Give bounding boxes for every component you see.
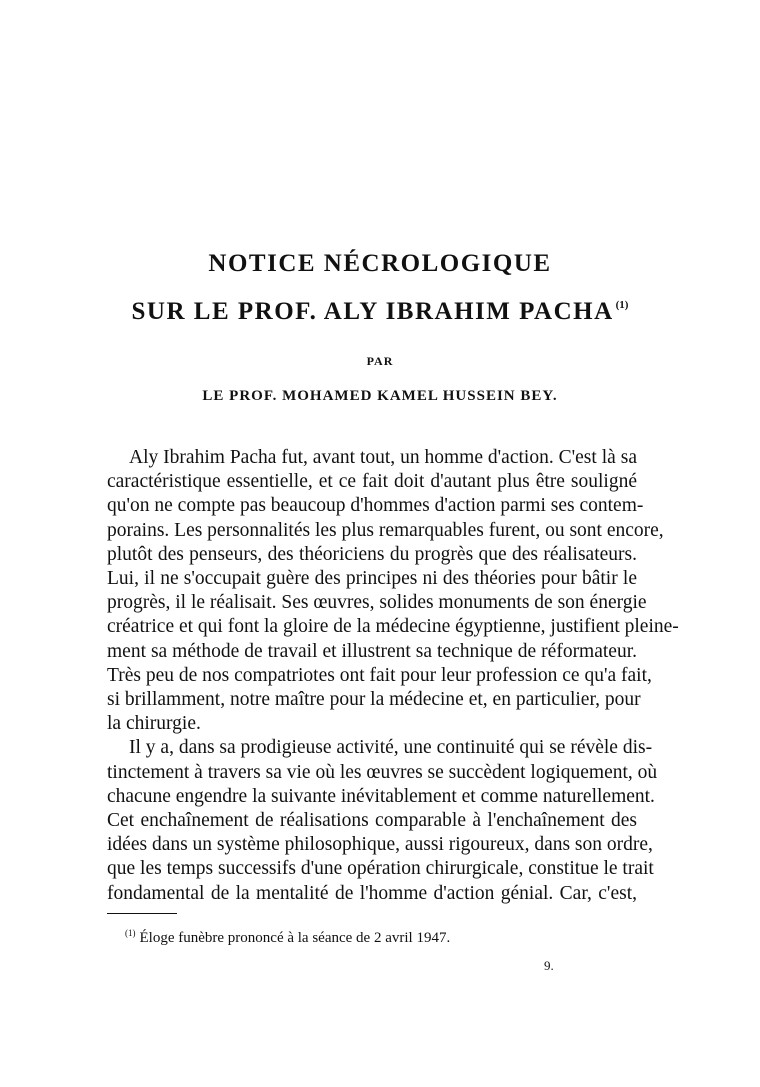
text-line: Aly Ibrahim Pacha fut, avant tout, un homme d'action. C'est là sa — [129, 447, 637, 468]
footnote — [125, 928, 450, 947]
title-line-2 — [0, 298, 760, 326]
paragraph-1 — [107, 446, 679, 736]
text-line: la chirurgie. — [107, 713, 201, 735]
author-line: LE PROF. MOHAMED KAMEL HUSSEIN BEY. — [202, 388, 558, 404]
text-line: que les temps successifs d'une opération chirurgicale, constitue le trait — [107, 858, 654, 880]
footnote-text: Éloge funèbre prononcé à la séance de 2 avril 1947. — [139, 930, 451, 946]
footnote-divider — [107, 913, 177, 914]
text-line: créatrice et qui font la gloire de la médecine égyptienne, justifient pleine- — [107, 616, 679, 638]
text-line: tinctement à travers sa vie où les œuvres se succèdent logiquement, où — [107, 761, 658, 783]
text-line: qu'on ne compte pas beaucoup d'hommes d'action parmi ses contem- — [107, 495, 644, 517]
text-line: Très peu de nos compatriotes ont fait pour leur profession ce qu'a fait, — [107, 664, 652, 686]
text-line: Lui, il ne s'occupait guère des principes ni des théories pour bâtir le — [107, 568, 637, 590]
footnote-reference[interactable]: (1) — [615, 299, 629, 311]
text-line: progrès, il le réalisait. Ses œuvres, solides monuments de son énergie — [107, 592, 647, 614]
by-label: PAR — [366, 354, 394, 368]
footnote-mark: (1) — [125, 928, 136, 938]
title-line-2-text: SUR LE PROF. ALY IBRAHIM PACHA — [131, 298, 614, 325]
text-line: fondamental de la mentalité de l'homme d'action génial. Car, c'est, — [107, 882, 637, 904]
text-line: caractéristique essentielle, et ce fait doit d'autant plus être souligné — [107, 471, 637, 493]
text-line: chacune engendre la suivante inévitablement et comme naturellement. — [107, 785, 655, 807]
title-line-1: NOTICE NÉCROLOGIQUE — [208, 250, 552, 277]
text-line: plutôt des penseurs, des théoriciens du progrès que des réalisateurs. — [107, 543, 637, 565]
page-number: 9. — [544, 958, 554, 973]
text-line: porains. Les personnalités les plus remarquables furent, ou sont encore, — [107, 519, 664, 541]
article-body — [107, 446, 679, 906]
text-line: ment sa méthode de travail et illustrent sa technique de réformateur. — [107, 640, 637, 662]
paragraph-2 — [107, 736, 658, 905]
text-line: Il y a, dans sa prodigieuse activité, une continuité qui se révèle dis- — [129, 737, 653, 759]
text-line: si brillamment, notre maître pour la médecine et, en particulier, pour — [107, 689, 641, 711]
text-line: idées dans un système philosophique, aussi rigoureux, dans son ordre, — [107, 834, 653, 856]
text-line: Cet enchaînement de réalisations comparable à l'enchaînement des — [107, 810, 637, 832]
